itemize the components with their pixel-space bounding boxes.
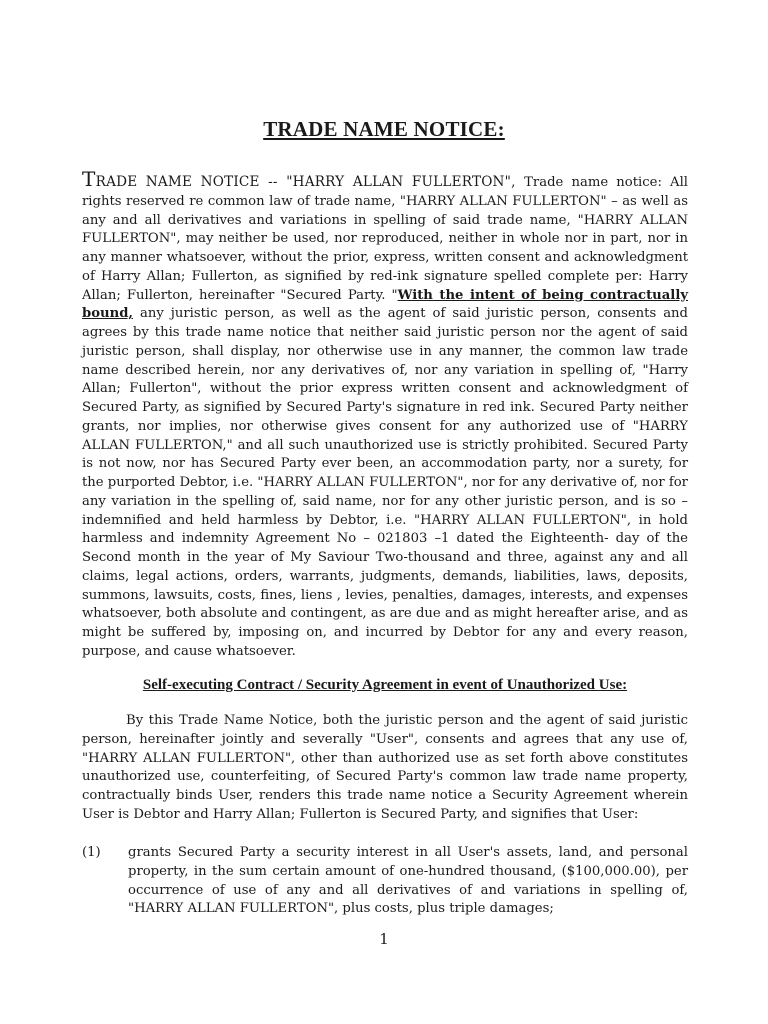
- lead-smallcaps: RADE NAME NOTICE: [95, 174, 260, 190]
- list-item-text: grants Secured Party a security interest in all User's assets, land, and personal property, in the sum certain amount of one-hundred thousand, ($100,000.00), per occurrence of use of any and all derivatives of and variations in spelling of, "HARRY ALLAN FULLERTON", plus costs, plus triple damages;: [128, 845, 688, 917]
- paragraph1-text-after: any juristic person, as well as the agent of said juristic person, consents and agrees by this trade name notice that neither said juristic person nor the agent of said juristic person, shall display, nor otherwise use in any manner, the common law trade name described herein, nor any derivatives of, nor any variation in spelling of, "Harry Allan; Fullerton", without the prior express written consent and acknowledgment of Secured Party, as signified by Secured Party's signature in red ink. Secured Party neither grants, nor implies, nor otherwise gives consent for any authorized use of "HARRY ALLAN FULLERTON," and all such unauthorized use is strictly prohibited. Secured Party is not now, nor has Secured Party ever been, an accommodation party, nor a surety, for the purported Debtor, i.e. "HARRY ALLAN FULLERTON", nor for any derivative of, nor for any variation in the spelling of, said name, nor for any other juristic person, and is so – indemnified and held harmless by Debtor, i.e. "HARRY ALLAN FULLERTON", in hold harmless and indemnity Agreement No – 021803 –1 dated the Eighteenth- day of the Second month in the year of My Saviour Two-thousand and three, against any and all claims, legal actions, orders, warrants, judgments, demands, liabilities, laws, deposits, summons, lawsuits, costs, fines, liens , levies, penalties, damages, interests, and expenses whatsoever, both absolute and contingent, as are due and as might hereafter arise, and as might be suffered by, imposing on, and incurred by Debtor for any and every reason, purpose, and cause whatsoever.: [82, 306, 688, 659]
- contract-intent-emphasis: With the intent of being contractually bound,: [82, 287, 688, 322]
- list-item-number: (1): [82, 845, 101, 860]
- page-number: 1: [379, 930, 389, 948]
- list-item: [82, 844, 688, 919]
- lead-initial: T: [82, 167, 96, 191]
- section-subheading: Self-executing Contract / Security Agreement in event of Unauthorized Use:: [142, 677, 628, 693]
- paragraph-security-agreement: By this Trade Name Notice, both the juristic person and the agent of said juristic person, hereinafter jointly and severally "User", consents and agrees that any use of, "HARRY ALLAN FULLERTON", other than authorized use as set forth above constitutes unauthorized use, counterfeiting, of Secured Party's common law trade name property, contractually binds User, renders this trade name notice a Security Agreement wherein User is Debtor and Harry Allan; Fullerton is Secured Party, and signifies that User:: [82, 713, 688, 822]
- lead-name: -- "HARRY ALLAN FULLERTON",: [259, 174, 525, 190]
- paragraph-trade-name-notice: [82, 167, 688, 662]
- paragraph1-text-before: Trade name notice: All rights reserved re common law of trade name, "HARRY ALLAN FULLERTON" – as well as any and all derivatives and variations in spelling of said trade name, "HARRY ALLAN FULLERTON", may neither be used, nor reproduced, neither in whole nor in part, nor in any manner whatsoever, without the prior, express, written consent and acknowledgment of Harry Allan; Fullerton, as signified by red-ink signature spelled complete per: Harry Allan; Fullerton, hereinafter "Secured Party. ": [82, 175, 688, 303]
- document-title: TRADE NAME NOTICE:: [263, 117, 505, 141]
